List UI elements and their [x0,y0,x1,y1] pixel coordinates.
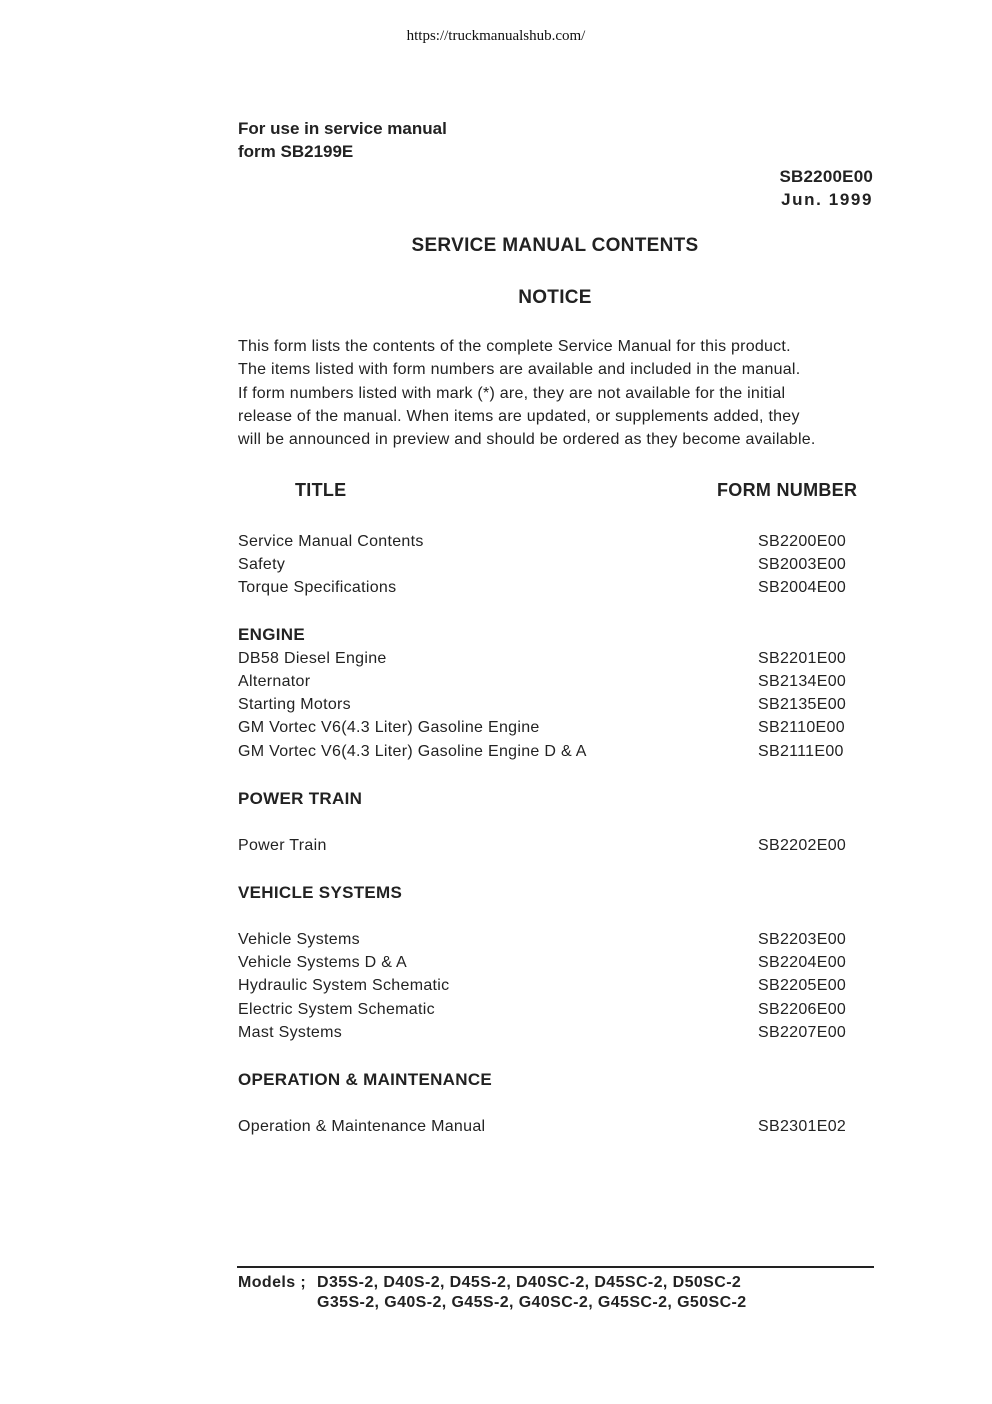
item-title: Electric System Schematic [238,1001,435,1018]
notice-line: If form numbers listed with mark (*) are, they are not available for the initial [238,384,786,402]
item-form-number: SB2203E00 [758,931,847,948]
contents-row [238,533,872,556]
reference-line-2: form SB2199E [238,142,354,161]
section-heading-power-train: POWER TRAIN [238,789,363,808]
item-form-number: SB2003E00 [758,556,847,573]
notice-line: will be announced in preview and should be ordered as they become available. [238,431,816,449]
contents-row [238,650,872,673]
footer-divider [237,1266,874,1268]
item-title: Power Train [238,837,327,854]
header-url: https://truckmanualshub.com/ [406,28,586,44]
item-title: GM Vortec V6(4.3 Liter) Gasoline Engine [238,719,540,736]
contents-row [238,1118,872,1141]
page-title: SERVICE MANUAL CONTENTS [411,235,699,256]
item-form-number: SB2004E00 [758,579,847,596]
column-header-title: TITLE [295,480,347,500]
item-form-number: SB2204E00 [758,954,847,971]
item-form-number: SB2110E00 [758,719,845,736]
item-title: Vehicle Systems D & A [238,954,408,971]
contents-row [238,837,872,860]
column-header-form-number: FORM NUMBER [717,480,858,500]
item-title: Starting Motors [238,696,351,713]
item-title: GM Vortec V6(4.3 Liter) Gasoline Engine D & A [238,743,587,760]
contents-row [238,1001,872,1024]
models-line-2: G35S-2, G40S-2, G45S-2, G40SC-2, G45SC-2, G50SC-2 [317,1294,747,1311]
reference-line-1: For use in service manual [238,119,447,138]
models-label: Models ; [238,1274,307,1291]
document-code: SB2200E00 [779,167,873,186]
item-title: Hydraulic System Schematic [238,977,450,994]
contents-row [238,579,872,602]
item-form-number: SB2134E00 [758,673,847,690]
section-heading-vehicle-systems: VEHICLE SYSTEMS [238,883,403,902]
section-heading-engine: ENGINE [238,625,305,644]
item-title: Service Manual Contents [238,533,424,550]
contents-row [238,931,872,954]
item-title: Safety [238,556,286,573]
item-form-number: SB2207E00 [758,1024,847,1041]
notice-line: The items listed with form numbers are available and included in the manual. [238,361,801,379]
item-form-number: SB2111E00 [758,743,844,760]
item-form-number: SB2202E00 [758,837,847,854]
contents-row [238,977,872,1000]
contents-row [238,696,872,719]
notice-line: This form lists the contents of the complete Service Manual for this product. [238,338,791,355]
item-title: Vehicle Systems [238,931,360,948]
contents-row [238,954,872,977]
item-title: Mast Systems [238,1024,343,1041]
item-title: Operation & Maintenance Manual [238,1118,486,1135]
section-heading-operation-maintenance: OPERATION & MAINTENANCE [238,1070,493,1089]
contents-row [238,719,872,742]
item-form-number: SB2301E02 [758,1118,847,1135]
item-title: DB58 Diesel Engine [238,650,387,667]
item-form-number: SB2205E00 [758,977,847,994]
notice-heading: NOTICE [518,287,592,308]
contents-row [238,743,872,766]
item-form-number: SB2206E00 [758,1001,847,1018]
item-form-number: SB2201E00 [758,650,847,667]
item-title: Alternator [238,673,311,690]
notice-text [238,335,878,451]
document-date: Jun. 1999 [781,190,873,209]
notice-line: release of the manual. When items are updated, or supplements added, they [238,407,800,425]
item-form-number: SB2135E00 [758,696,847,713]
contents-row [238,1024,872,1047]
item-form-number: SB2200E00 [758,533,847,550]
item-title: Torque Specifications [238,579,397,596]
contents-row [238,556,872,579]
contents-row [238,673,872,696]
models-line-1: D35S-2, D40S-2, D45S-2, D40SC-2, D45SC-2, D50SC-2 [317,1274,742,1291]
